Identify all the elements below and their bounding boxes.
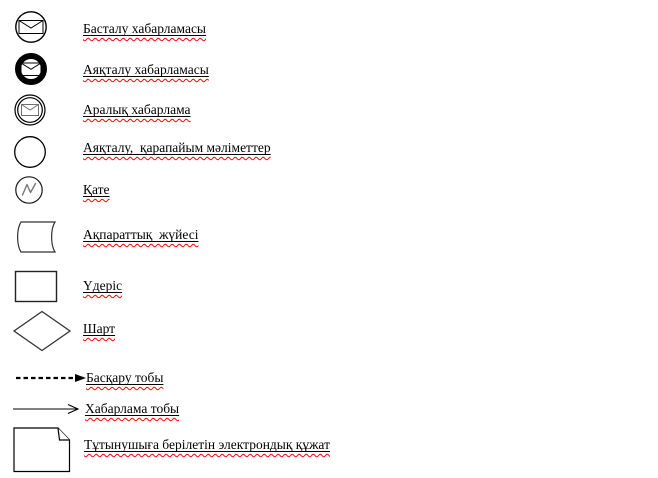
process-rectangle-icon <box>14 270 58 304</box>
electronic-document-shape-icon <box>13 427 71 473</box>
error-circle-zigzag-icon <box>13 174 45 206</box>
control-flow-dashed-arrow-icon <box>15 372 89 384</box>
legend-item-label: Ақпараттық жүйесі <box>83 227 199 242</box>
end-message-thick-circle-envelope-icon <box>13 51 49 87</box>
message-flow-solid-arrow-icon <box>12 403 88 415</box>
legend-item-label: Аралық хабарлама <box>83 102 191 117</box>
legend-item-label: Аяқталу хабарламасы <box>83 62 209 77</box>
legend-item-label: Үдеріс <box>83 278 123 293</box>
start-message-circle-envelope-icon <box>13 9 49 45</box>
information-system-stored-data-shape-icon <box>12 220 58 254</box>
legend-item-label: Тұтынушыға берілетін электрондық құжат <box>84 437 330 452</box>
legend-item-label: Хабарлама тобы <box>85 401 180 416</box>
condition-diamond-icon <box>12 310 72 352</box>
legend-item-label: Басталу хабарламасы <box>83 21 207 36</box>
legend-item-label: Басқару тобы <box>86 370 164 385</box>
legend-item-label: Қате <box>83 182 110 197</box>
legend-item-label: Шарт <box>83 321 116 336</box>
end-simple-data-circle-icon <box>12 134 48 170</box>
intermediate-message-double-circle-envelope-icon <box>12 92 48 128</box>
legend-item-label: Аяқталу, қарапайым мәліметтер <box>83 140 271 155</box>
